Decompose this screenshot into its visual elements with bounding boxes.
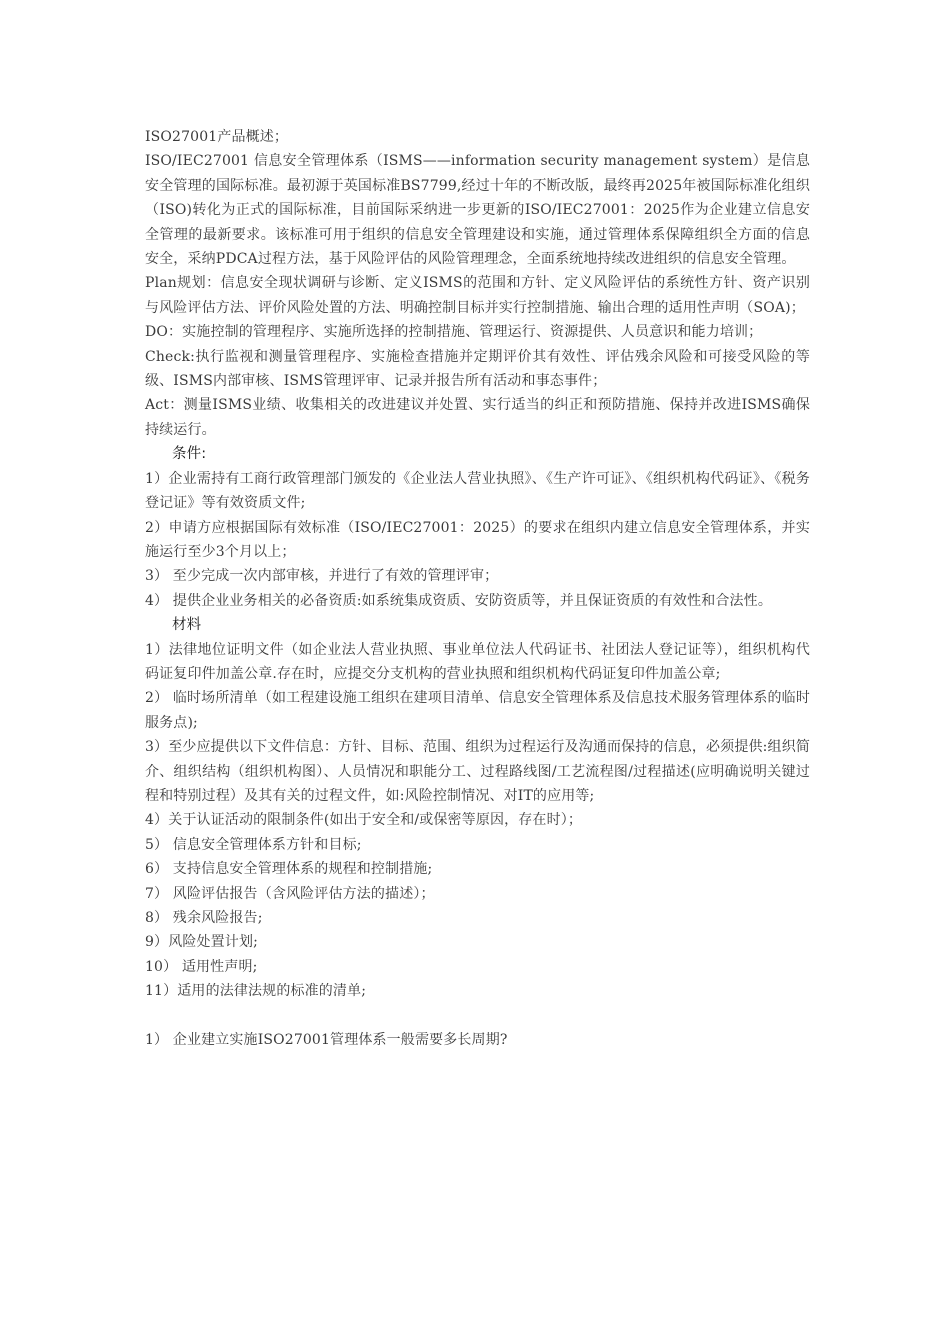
act-paragraph: Act：测量ISMS业绩、收集相关的改进建议并处置、实行适当的纠正和预防措施、保持并改进ISMS确保持续运行。	[145, 397, 810, 438]
check-paragraph: Check:执行监视和测量管理程序、实施检查措施并定期评价其有效性、评估残余风险和可接受风险的等级、ISMS内部审核、ISMS管理评审、记录并报告所有活动和事态事件；	[145, 348, 810, 390]
material-item: 8） 残余风险报告;	[145, 910, 263, 926]
material-item: 5） 信息安全管理体系方针和目标;	[145, 836, 362, 853]
conditions-heading: 条件:	[172, 446, 207, 463]
material-item: 7） 风险评估报告（含风险评估方法的描述）；	[145, 885, 435, 902]
material-item: 10） 适用性声明;	[145, 958, 258, 975]
materials-heading: 材料	[172, 617, 202, 634]
faq-question: 1） 企业建立实施ISO27001管理体系一般需要多长周期?	[145, 1032, 508, 1049]
do-paragraph: DO：实施控制的管理程序、实施所选择的控制措施、管理运行、资源提供、人员意识和能力培训；	[145, 324, 763, 341]
material-item: 11）适用的法律法规的标准的清单;	[145, 983, 367, 1000]
material-item: 3）至少应提供以下文件信息：方针、目标、范围、组织为过程运行及沟通而保持的信息，必须提供:组织简介、组织结构（组织机构图）、人员情况和职能分工、过程路线图/工艺流程图/过程描述(应明确说明关键过程和特别过程）及其有关的过程文件，如:风险控制情况、对IT的应用等;	[145, 739, 810, 804]
material-item: 2） 临时场所清单（如工程建设施工组织在建项目清单、信息安全管理体系及信息技术服务管理体系的临时服务点);	[145, 690, 810, 731]
material-item: 9）风险处置计划;	[145, 934, 258, 951]
document-body	[145, 125, 810, 1052]
blank-line	[145, 1004, 810, 1028]
material-item: 4）关于认证活动的限制条件(如出于安全和/或保密等原因，存在时）；	[145, 812, 583, 829]
condition-item: 1）企业需持有工商行政管理部门颁发的《企业法人营业执照》、《生产许可证》、《组织机构代码证》、《税务登记证》等有效资质文件;	[145, 470, 810, 512]
material-item: 1）法律地位证明文件（如企业法人营业执照、事业单位法人代码证书、社团法人登记证等），组织机构代码证复印件加盖公章.存在时，应提交分支机构的营业执照和组织机构代码证复印件加盖公章;	[145, 641, 810, 682]
condition-item: 4） 提供企业业务相关的必备资质:如系统集成资质、安防资质等，并且保证资质的有效性和合法性。	[145, 592, 772, 609]
material-item: 6） 支持信息安全管理体系的规程和控制措施;	[145, 861, 433, 878]
plan-paragraph: Plan规划：信息安全现状调研与诊断、定义ISMS的范围和方针、定义风险评估的系统性方针、资产识别与风险评估方法、评价风险处置的方法、明确控制目标并实行控制措施、输出合理的适用性声明（SOA)；	[145, 275, 810, 316]
condition-item: 2）申请方应根据国际有效标准（ISO/IEC27001：2025）的要求在组织内建立信息安全管理体系，并实施运行至少3个月以上；	[145, 519, 810, 560]
condition-item: 3） 至少完成一次内部审核，并进行了有效的管理评审；	[145, 568, 499, 585]
overview-title: ISO27001产品概述；	[145, 129, 289, 145]
overview-paragraph: ISO/IEC27001 信息安全管理体系（ISMS——information security management system）是信息安全管理的国际标准。最初源于英国标准BS7799,经过十年的不断改版，最终再2025年被国际标准化组织（ISO)转化为正式的国际标准，目前国际采纳进一步更新的ISO/IEC27001：2025作为企业建立信息安全管理的最新要求。该标准可用于组织的信息安全管理建设和实施，通过管理体系保障组织全方面的信息安全，采纳PDCA过程方法，基于风险评估的风险管理理念，全面系统地持续改进组织的信息安全管理。	[145, 153, 810, 268]
